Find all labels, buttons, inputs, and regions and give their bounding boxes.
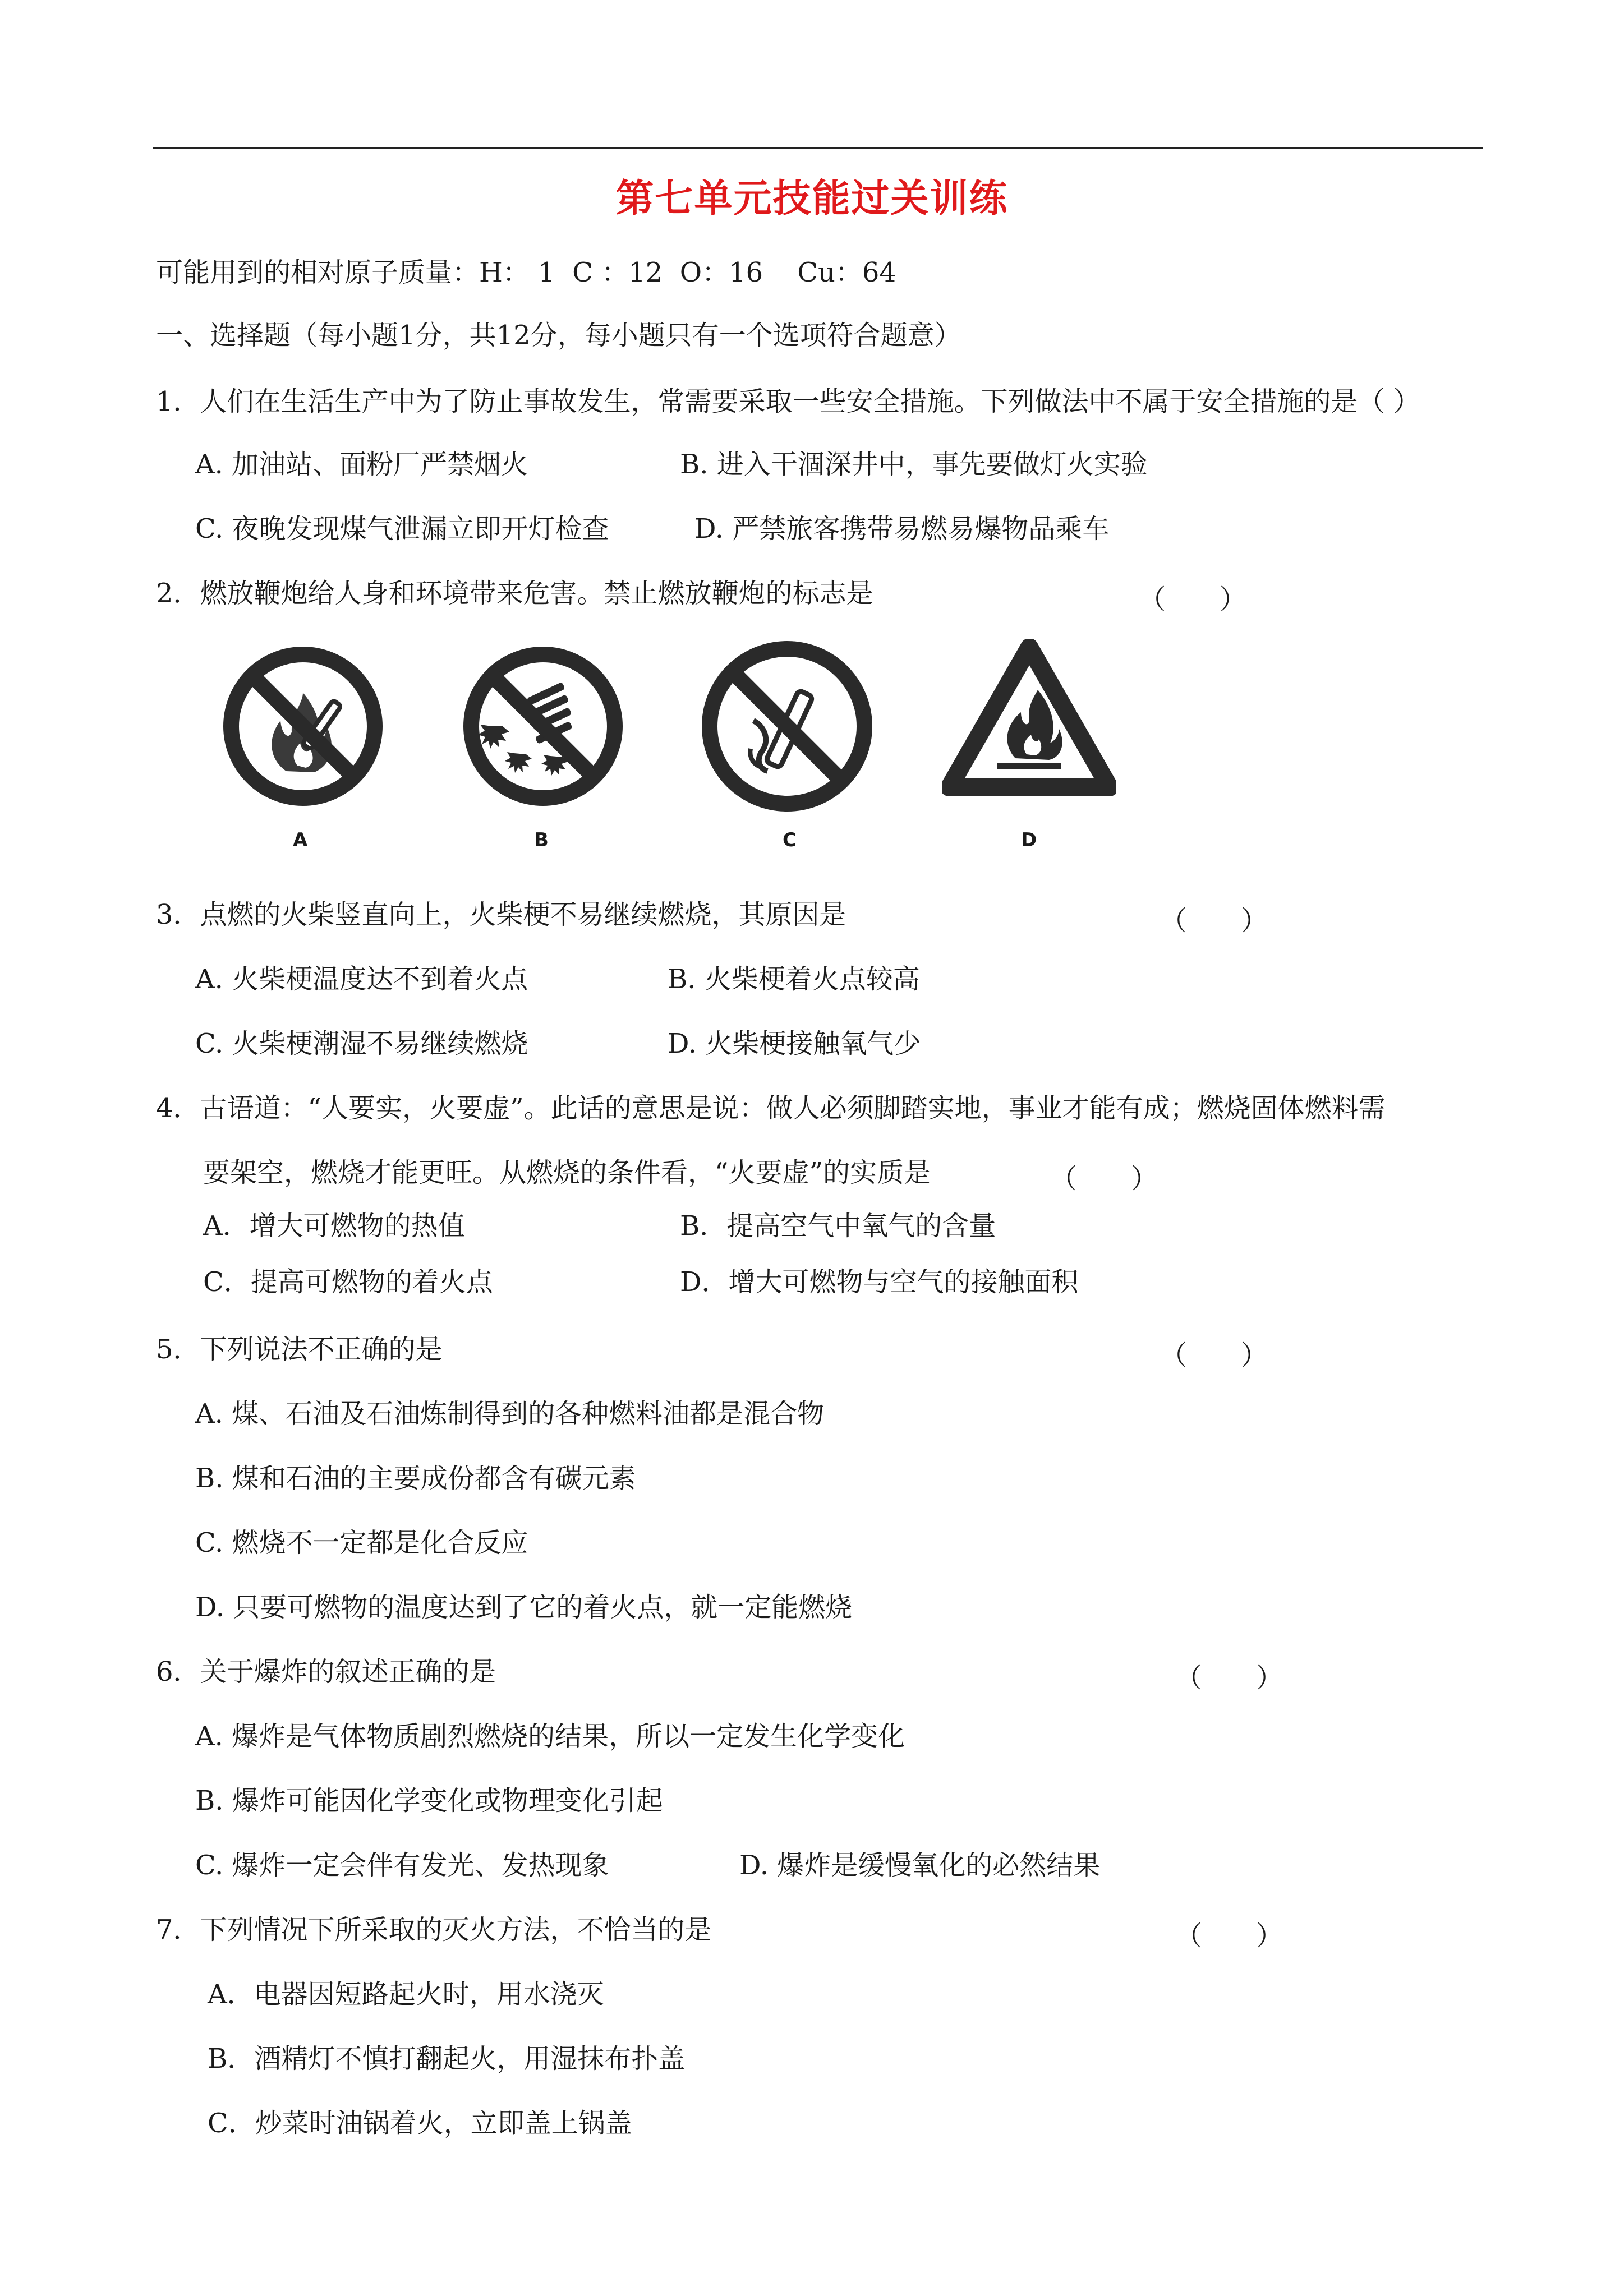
sign-label-b: B	[534, 829, 549, 851]
q3-answer-paren: （ ）	[1160, 905, 1268, 937]
sign-label-c: C	[783, 829, 797, 851]
q4-stem-line2: 要架空，燃烧才能更旺。从燃烧的条件看，“火要虚”的实质是	[203, 1157, 931, 1188]
q5-option-d: D. 只要可燃物的温度达到了它的着火点，就一定能燃烧	[195, 1592, 853, 1623]
q1-option-d: D. 严禁旅客携带易燃易爆物品乘车	[694, 513, 1110, 545]
q6-option-b: B. 爆炸可能因化学变化或物理变化引起	[195, 1785, 663, 1816]
q6-option-a: A. 爆炸是气体物质剧烈燃烧的结果，所以一定发生化学变化	[195, 1721, 905, 1752]
q6-stem: 6．关于爆炸的叙述正确的是	[156, 1656, 496, 1688]
q3-option-b: B. 火柴梗着火点较高	[668, 963, 920, 995]
q6-option-c: C. 爆炸一定会伴有发光、发热现象	[195, 1850, 609, 1881]
q5-option-a: A. 煤、石油及石油炼制得到的各种燃料油都是混合物	[195, 1398, 825, 1430]
no-smoking-icon	[697, 637, 877, 816]
q5-option-b: B. 煤和石油的主要成份都含有碳元素	[195, 1463, 636, 1494]
q3-stem: 3．点燃的火柴竖直向上，火柴梗不易继续燃烧，其原因是	[156, 899, 846, 930]
q3-option-c: C. 火柴梗潮湿不易继续燃烧	[195, 1028, 528, 1059]
q3-option-d: D. 火柴梗接触氧气少	[668, 1028, 921, 1059]
page-title: 第七单元技能过关训练	[615, 176, 1009, 221]
header-rule	[153, 147, 1483, 149]
flammable-warning-icon	[942, 639, 1116, 796]
q3-option-a: A. 火柴梗温度达不到着火点	[195, 963, 528, 995]
q7-answer-paren: （ ）	[1175, 1920, 1283, 1952]
q1-option-c: C. 夜晚发现煤气泄漏立即开灯检查	[195, 513, 609, 545]
q6-answer-paren: （ ）	[1175, 1662, 1283, 1694]
q4-answer-paren: （ ）	[1050, 1163, 1158, 1195]
q4-option-a: A．增大可燃物的热值	[203, 1210, 465, 1242]
q7-option-a: A．电器因短路起火时，用水浇灭	[208, 1979, 604, 2010]
no-fireworks-icon	[459, 642, 627, 810]
q5-answer-paren: （ ）	[1160, 1340, 1268, 1371]
atomic-masses: 可能用到的相对原子质量：H： 1 C ：12 O：16 Cu：64	[156, 257, 896, 288]
q5-option-c: C. 燃烧不一定都是化合反应	[195, 1527, 528, 1559]
q4-stem-line1: 4．古语道：“人要实，火要虚”。此话的意思是说：做人必须脚踏实地，事业才能有成；燃烧固体燃料需	[156, 1092, 1386, 1124]
q7-option-c: C．炒菜时油锅着火，立即盖上锅盖	[208, 2108, 632, 2139]
q1-option-b: B. 进入干涸深井中，事先要做灯火实验	[680, 449, 1148, 480]
q5-stem: 5．下列说法不正确的是	[156, 1334, 443, 1365]
q1-stem: 1．人们在生活生产中为了防止事故发生，常需要采取一些安全措施。下列做法中不属于安全措施的是（ ）	[156, 386, 1420, 417]
q7-option-b: B．酒精灯不慎打翻起火，用湿抹布扑盖	[208, 2043, 686, 2074]
q1-option-a: A. 加油站、面粉厂严禁烟火	[195, 449, 528, 480]
q7-stem: 7．下列情况下所采取的灭火方法，不恰当的是	[156, 1914, 712, 1945]
q4-option-c: C．提高可燃物的着火点	[203, 1266, 493, 1298]
q2-stem: 2．燃放鞭炮给人身和环境带来危害。禁止燃放鞭炮的标志是	[156, 578, 873, 609]
q4-option-b: B．提高空气中氧气的含量	[680, 1210, 996, 1242]
section-heading: 一、选择题（每小题1分，共12分，每小题只有一个选项符合题意）	[156, 320, 961, 351]
q4-option-d: D．增大可燃物与空气的接触面积	[680, 1266, 1079, 1298]
q6-option-d: D. 爆炸是缓慢氧化的必然结果	[739, 1850, 1101, 1881]
q2-answer-paren: （ ）	[1139, 584, 1247, 615]
no-open-flame-icon	[219, 642, 387, 810]
sign-label-a: A	[293, 829, 308, 851]
sign-label-d: D	[1021, 829, 1037, 851]
